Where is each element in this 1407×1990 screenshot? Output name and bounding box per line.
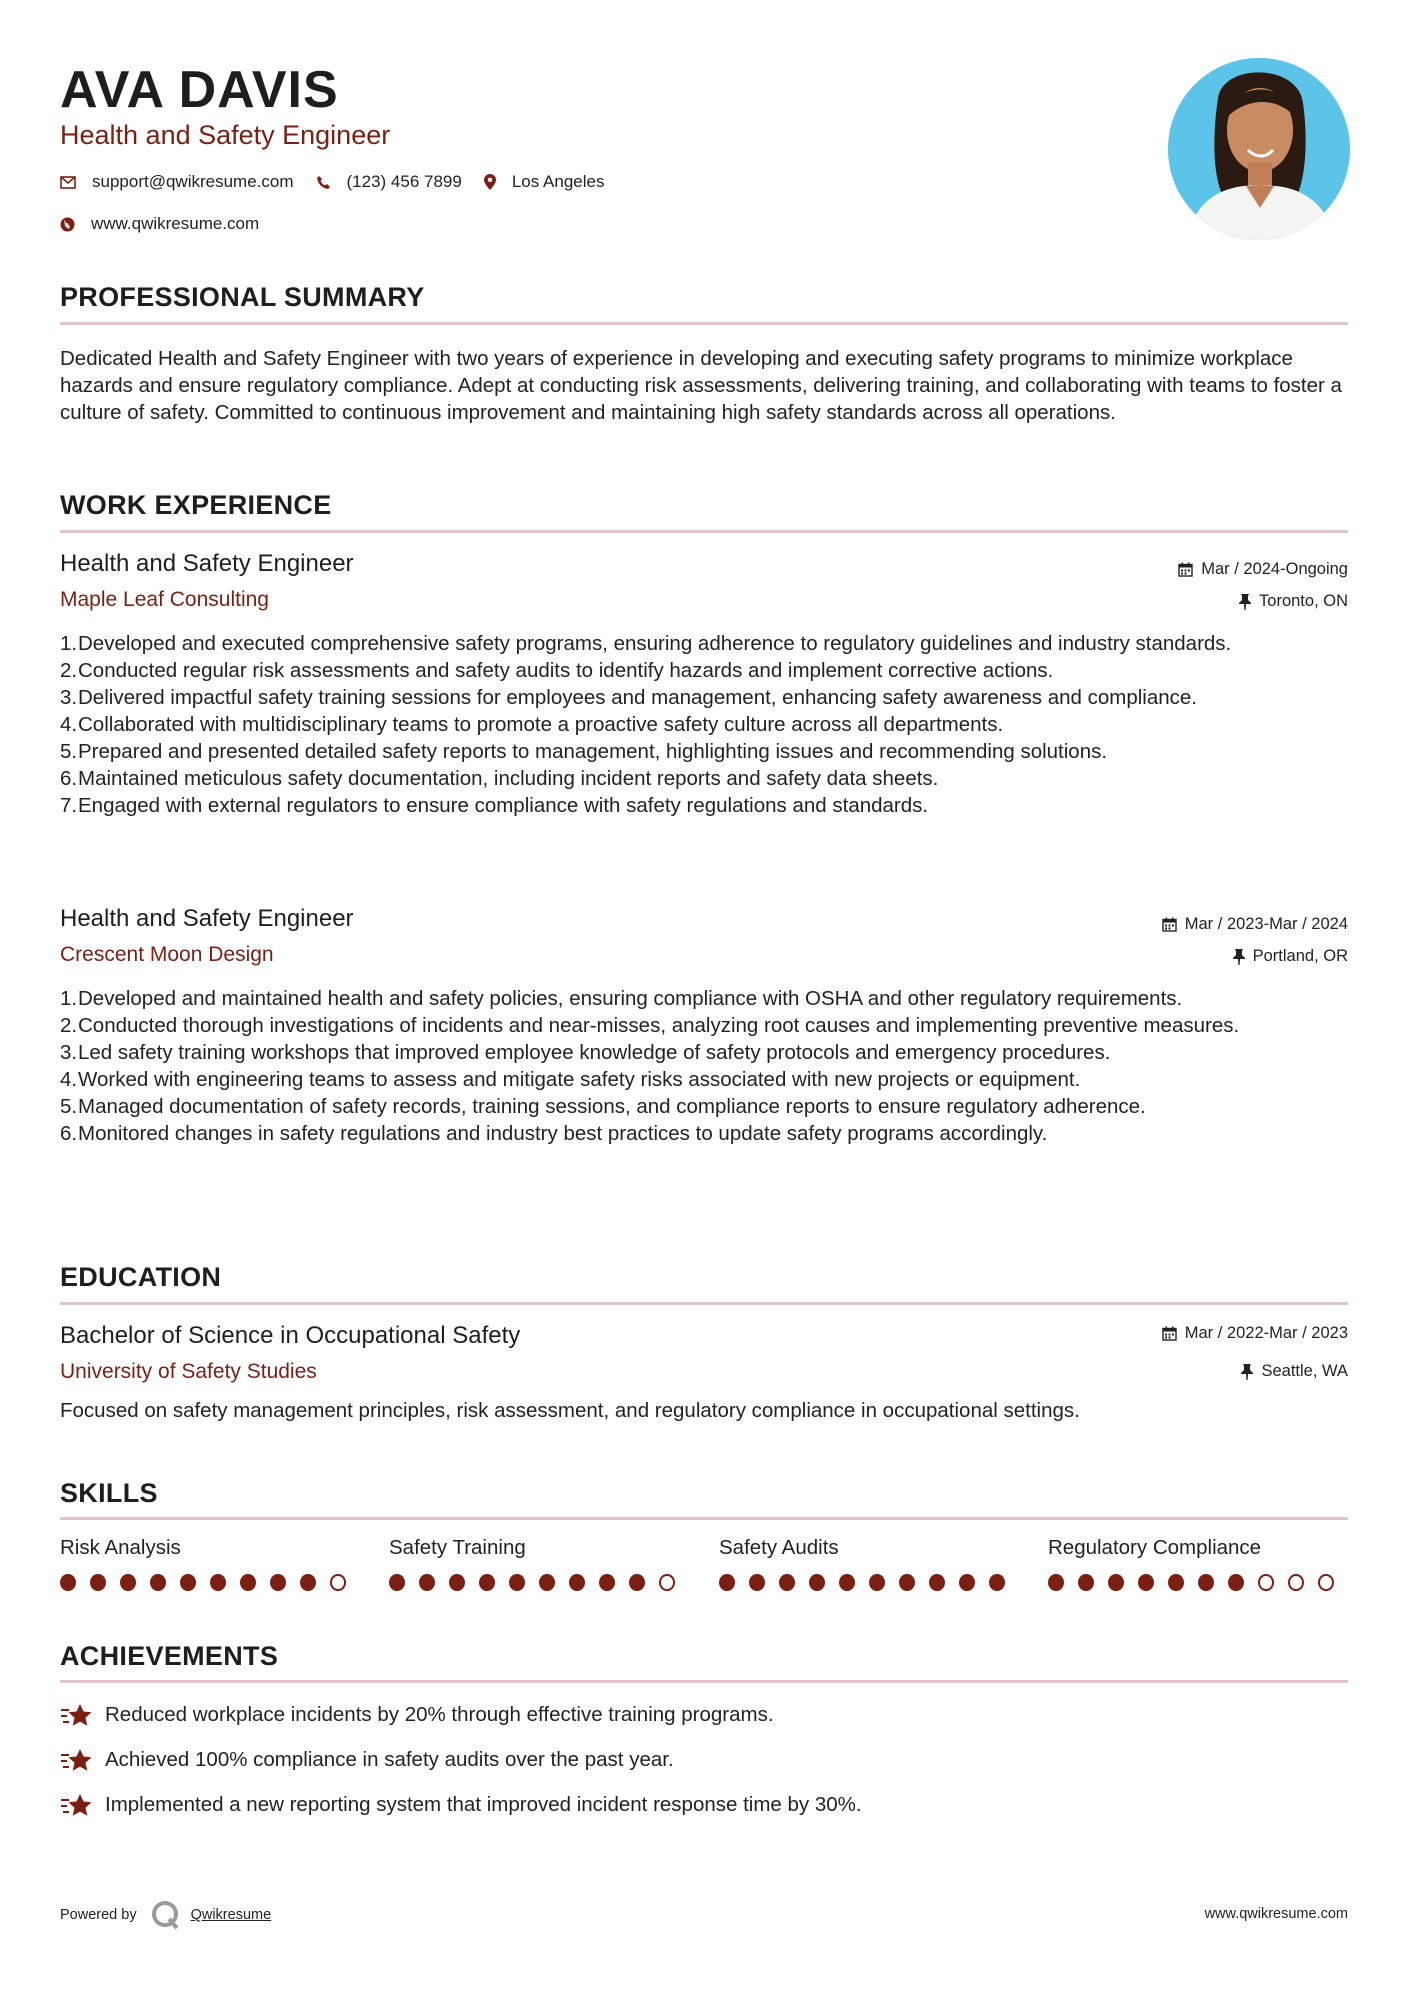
rating-dot-filled [479,1574,495,1591]
degree-title: Bachelor of Science in Occupational Safety [60,1322,521,1349]
qwikresume-link[interactable]: Qwikresume [190,1907,272,1923]
education-dates-text: Mar / 2022-Mar / 2023 [1184,1324,1348,1342]
rating-dot-filled [150,1574,166,1591]
candidate-title: Health and Safety Engineer [60,120,391,150]
skill-rating [719,1574,1019,1591]
star-award-icon [60,1792,93,1818]
rating-dot-empty [1258,1574,1274,1591]
rating-dot-filled [389,1574,405,1591]
rating-dot-filled [1198,1574,1214,1591]
achievement-item [60,1702,774,1728]
rating-dot-empty [1288,1574,1304,1591]
rating-dot-filled [959,1574,975,1591]
calendar-icon [1162,1326,1177,1341]
job-dates [1178,560,1348,579]
job-dates-text: Mar / 2023-Mar / 2024 [1184,915,1348,933]
rating-dot-filled [869,1574,885,1591]
email-text[interactable]: support@qwikresume.com [92,172,294,191]
achievements-heading: ACHIEVEMENTS [60,1641,279,1671]
qwikresume-logo-icon [151,1900,181,1930]
phone-text[interactable]: (123) 456 7899 [346,172,462,191]
powered-by-label: Powered by [60,1907,137,1923]
rating-dot-filled [719,1574,735,1591]
skill-name: Risk Analysis [60,1536,181,1559]
rating-dot-filled [1078,1574,1094,1591]
achievement-item [60,1792,862,1818]
list-item: 3. Delivered impactful safety training sessions for employees and management, enhancing safety awareness and compliance. [60,686,1198,709]
education-location-text: Seattle, WA [1261,1362,1348,1380]
list-item: 2. Conducted regular risk assessments and safety audits to identify hazards and implement corrective actions. [60,659,1054,682]
rating-dot-filled [509,1574,525,1591]
rating-dot-filled [539,1574,555,1591]
rating-dot-filled [240,1574,256,1591]
achievement-text: Achieved 100% compliance in safety audits over the past year. [105,1748,674,1771]
rating-dot-empty [1318,1574,1334,1591]
section-divider [60,1680,1348,1683]
achievement-text: Reduced workplace incidents by 20% through effective training programs. [105,1703,774,1726]
pushpin-icon [1241,1364,1253,1380]
skills-heading: SKILLS [60,1478,158,1508]
list-item: 1. Developed and executed comprehensive safety programs, ensuring adherence to regulatory guidelines and industry standards. [60,632,1232,655]
rating-dot-filled [300,1574,316,1591]
envelope-icon [60,176,76,189]
rating-dot-filled [449,1574,465,1591]
phone-item [316,172,462,192]
job-title: Health and Safety Engineer [60,905,354,932]
footer-site[interactable]: www.qwikresume.com [1204,1906,1348,1922]
rating-dot-filled [989,1574,1005,1591]
job-location-text: Portland, OR [1252,947,1348,965]
location-item [484,172,605,192]
globe-icon [60,217,75,232]
job-bullets [60,985,1350,1147]
list-item: 6. Maintained meticulous safety documentation, including incident reports and safety data sheets. [60,767,939,790]
list-item: 6. Monitored changes in safety regulations and industry best practices to update safety programs accordingly. [60,1122,1048,1145]
location-text: Los Angeles [511,172,605,191]
company-name: Maple Leaf Consulting [60,588,269,611]
website-item [60,214,259,234]
pushpin-icon [1233,949,1245,965]
school-name: University of Safety Studies [60,1360,317,1383]
website-row [60,214,281,234]
rating-dot-empty [330,1574,346,1591]
website-text[interactable]: www.qwikresume.com [91,214,260,233]
job-title: Health and Safety Engineer [60,550,354,577]
phone-icon [316,175,331,190]
rating-dot-filled [270,1574,286,1591]
contact-row [60,172,626,192]
rating-dot-filled [629,1574,645,1591]
calendar-icon [1178,562,1193,577]
skill-item [719,1536,1019,1591]
section-divider [60,1302,1348,1305]
skill-rating [60,1574,360,1591]
skill-item [60,1536,360,1591]
rating-dot-filled [60,1574,76,1591]
list-item: 3. Led safety training workshops that improved employee knowledge of safety protocols and emergency procedures. [60,1041,1111,1064]
skill-name: Safety Audits [719,1536,839,1559]
achievement-item [60,1747,674,1773]
rating-dot-filled [1048,1574,1064,1591]
rating-dot-filled [1228,1574,1244,1591]
list-item: 4. Worked with engineering teams to assess and mitigate safety risks associated with new projects or equipment. [60,1068,1081,1091]
rating-dot-filled [569,1574,585,1591]
rating-dot-filled [749,1574,765,1591]
list-item: 1. Developed and maintained health and safety policies, ensuring compliance with OSHA and other regulatory requirements. [60,987,1183,1010]
job-location [1239,592,1348,611]
pushpin-icon [1239,594,1251,610]
achievement-text: Implemented a new reporting system that improved incident response time by 30%. [105,1793,862,1816]
footer-powered-by [60,1900,271,1930]
rating-dot-filled [929,1574,945,1591]
rating-dot-filled [1138,1574,1154,1591]
list-item: 7. Engaged with external regulators to ensure compliance with safety regulations and standards. [60,794,929,817]
summary-heading: PROFESSIONAL SUMMARY [60,282,425,312]
rating-dot-filled [90,1574,106,1591]
profile-photo [1168,58,1350,240]
rating-dot-filled [599,1574,615,1591]
section-divider [60,322,1348,325]
candidate-name: AVA DAVIS [60,61,339,119]
job-location [1233,947,1348,966]
list-item: 2. Conducted thorough investigations of incidents and near-misses, analyzing root causes and implementing preventive measures. [60,1014,1240,1037]
star-award-icon [60,1702,93,1728]
skill-rating [389,1574,689,1591]
job-dates-text: Mar / 2024-Ongoing [1201,560,1348,578]
avatar-illustration [1168,58,1350,240]
rating-dot-filled [120,1574,136,1591]
list-item: 5. Prepared and presented detailed safety reports to management, highlighting issues and recommending solutions. [60,740,1108,763]
summary-text: Dedicated Health and Safety Engineer with two years of experience in developing and executing safety programs to minimize workplace hazards and ensure regulatory compliance. Adept at conducting risk assessments, delivering training, and collaborating with teams to foster a culture of safety. Committed to continuous improvement and maintaining high safety standards across all operations. [60,347,1342,424]
rating-dot-filled [779,1574,795,1591]
skill-item [389,1536,689,1591]
company-name: Crescent Moon Design [60,943,274,966]
job-location-text: Toronto, ON [1259,592,1348,610]
rating-dot-filled [210,1574,226,1591]
skill-name: Regulatory Compliance [1048,1536,1262,1559]
list-item: 5. Managed documentation of safety records, training sessions, and compliance reports to ensure regulatory adherence. [60,1095,1146,1118]
map-pin-icon [484,174,496,190]
rating-dot-filled [419,1574,435,1591]
email-item [60,172,294,192]
rating-dot-filled [1168,1574,1184,1591]
rating-dot-filled [1108,1574,1124,1591]
star-award-icon [60,1747,93,1773]
job-bullets [60,630,1350,819]
section-divider [60,1517,1348,1520]
skill-name: Safety Training [389,1536,526,1559]
experience-heading: WORK EXPERIENCE [60,490,332,520]
list-item: 4. Collaborated with multidisciplinary teams to promote a proactive safety culture across all departments. [60,713,1004,736]
job-dates [1162,915,1348,934]
rating-dot-filled [180,1574,196,1591]
rating-dot-filled [839,1574,855,1591]
education-dates [1162,1324,1348,1343]
rating-dot-filled [809,1574,825,1591]
section-divider [60,530,1348,533]
education-heading: EDUCATION [60,1262,222,1292]
calendar-icon [1162,917,1177,932]
education-description: Focused on safety management principles, risk assessment, and regulatory compliance in occupational settings. [60,1399,1080,1422]
rating-dot-empty [659,1574,675,1591]
education-location [1241,1362,1348,1381]
skill-rating [1048,1574,1348,1591]
rating-dot-filled [899,1574,915,1591]
skill-item [1048,1536,1348,1591]
